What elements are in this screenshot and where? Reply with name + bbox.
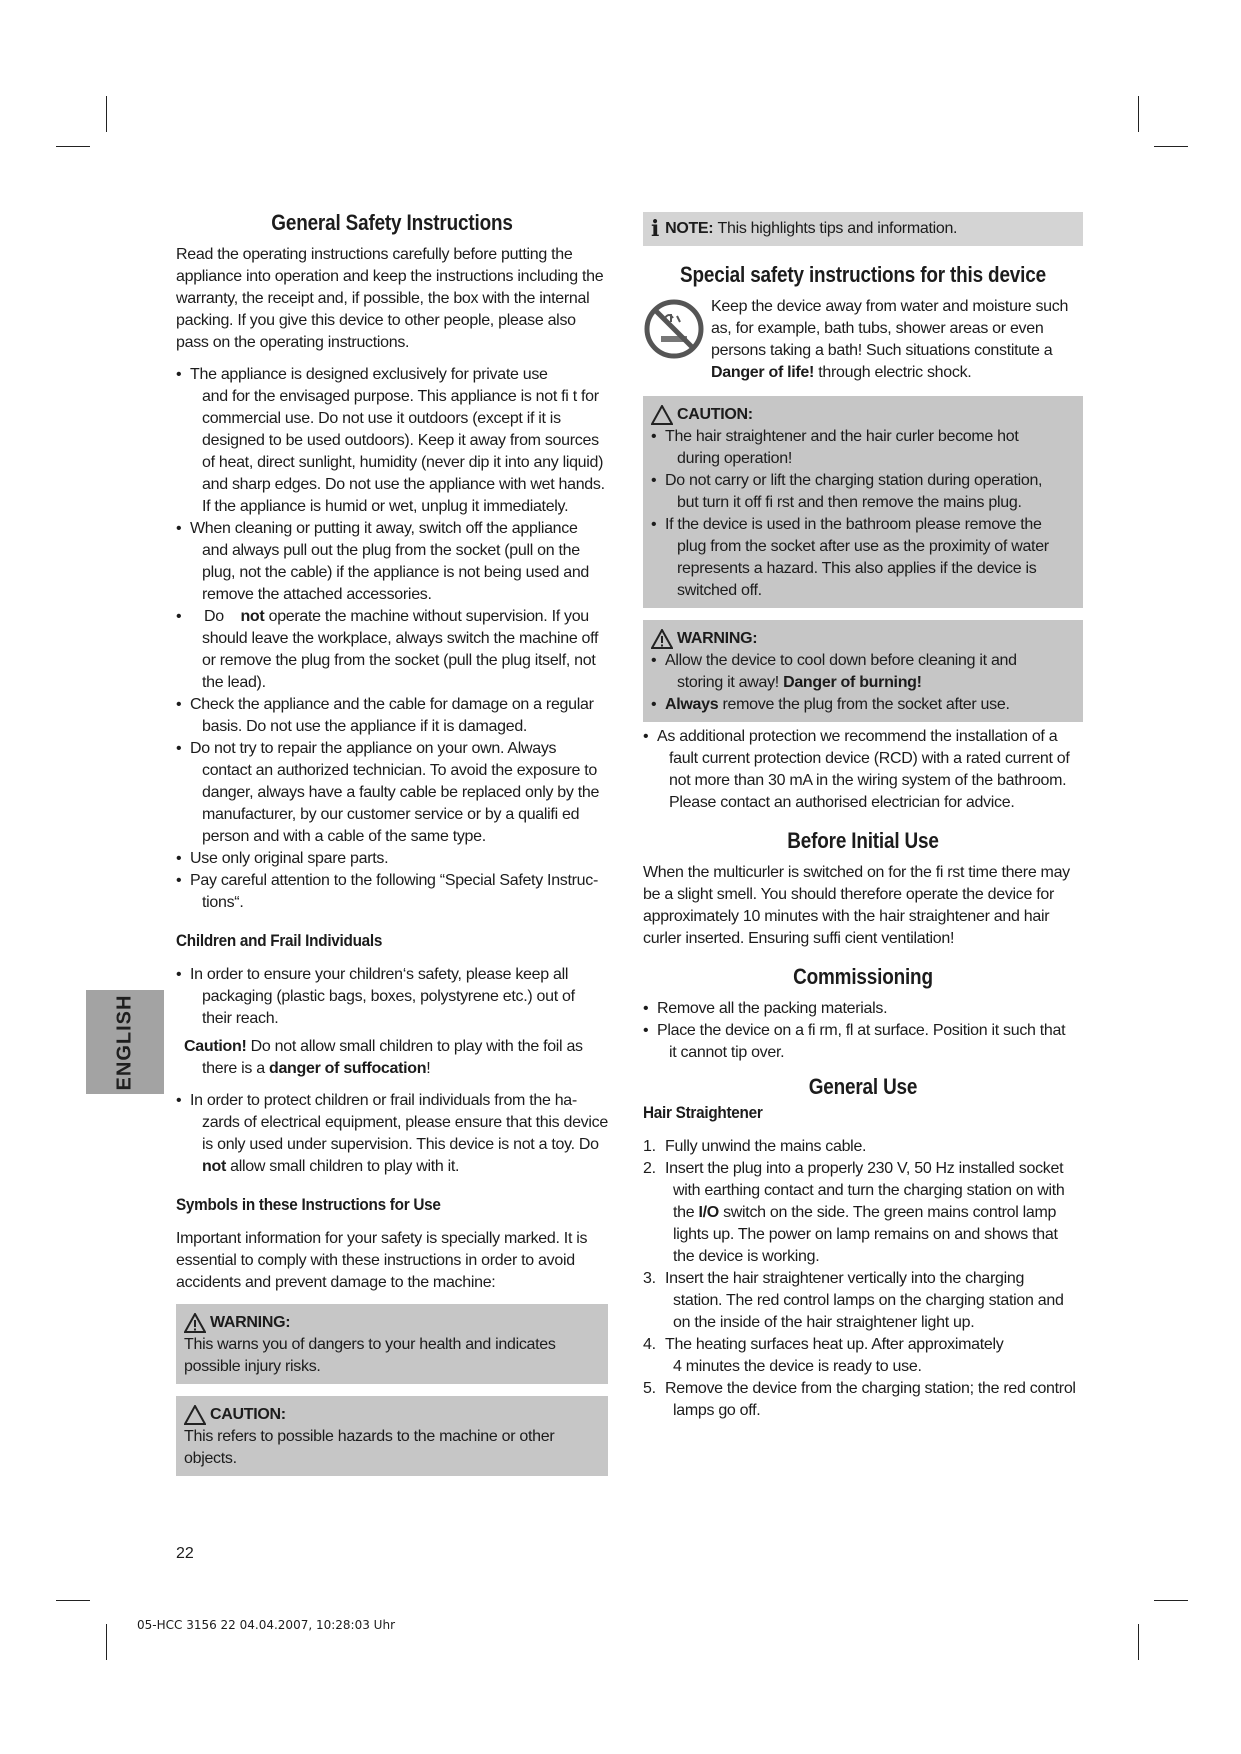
symbols-paragraph: Important information for your safety is specially marked. It is essential to comply with these instructions in order to avoid accidents and prevent damage to the machine: [176,1230,588,1291]
left-column [176,212,608,1488]
caution-title: CAUTION: [677,406,753,423]
crop-mark [106,1624,107,1660]
caution-icon [651,405,673,425]
caution-text: This refers to possible hazards to the machine or other objects. [184,1428,555,1467]
list-item: • As additional protection we recommend the installation of a fault current protection device (RCD) with a rated current of not more than 30 mA in the wiring system of the bathroom. Please contact an authorised electrician for advice. [643,726,1083,814]
list-item: • Pay careful attention to the following “Special Safety Instruc- tions“. [176,870,608,914]
water-text: Keep the device away from water and moisture such as, for example, bath tubs, shower areas or even persons taking a bath! Such situations constitute a [711,298,1069,359]
list-item: • Do not carry or lift the charging station during operation, but turn it off fi rst and then remove the mains plug. [651,470,1075,514]
info-icon: i [651,216,660,242]
list-item: 5. Remove the device from the charging station; the red control lamps go off. [643,1380,1076,1419]
language-tab-label: ENGLISH [113,994,136,1090]
warning-title: WARNING: [677,630,758,647]
list-item: • Remove all the packing materials. [643,998,1083,1020]
symbols-heading: Symbols in these Instructions for Use [176,1195,441,1214]
crop-mark [1138,96,1139,132]
crop-mark [56,1600,90,1601]
crop-mark [1154,146,1188,147]
list-item: 1. Fully unwind the mains cable. [643,1138,867,1155]
warning-box [176,1304,608,1384]
crop-mark [1154,1600,1188,1601]
commissioning-list [643,998,1083,1064]
caution-icon [184,1405,206,1425]
no-water-icon [643,298,705,360]
list-item: • When cleaning or putting it away, switch off the appliance and always pull out the plug from the socket (pull on the plug, not the cable) if the appliance is not being used and remove the attached accessories. [176,518,608,606]
section-title-general-safety: General Safety Instructions [271,210,513,235]
section-title-before-initial-use: Before Initial Use [787,828,939,853]
list-item: • Place the device on a fi rm, fl at surface. Position it such that it cannot tip over. [643,1020,1083,1064]
section-title-special-safety: Special safety instructions for this device [680,262,1046,287]
page-number: 22 [176,1545,194,1562]
children-heading: Children and Frail Individuals [176,931,383,950]
list-item: 2. Insert the plug into a properly 230 V, 50 Hz installed socket with earthing contact and turn the charging station on with the I/O switch on the side. The green mains control lamp lights up. The power on lamp remains on and shows that the device is working. [643,1160,1065,1265]
caution-note: Caution! Do not allow small children to play with the foil as there is a danger of suffocation! [184,1038,583,1077]
danger-of-life: Danger of life! [711,364,815,381]
right-column [643,212,1083,1432]
warning-list [651,650,1075,716]
list-item: • Use only original spare parts. [176,848,608,870]
list-item: • The hair straightener and the hair curler become hot during operation! [651,426,1075,470]
crop-mark [1138,1624,1139,1660]
list-item: • In order to ensure your children‘s safety, please keep all packaging (plastic bags, boxes, polystyrene etc.) out of their reach. [176,964,608,1030]
caution-box-right [643,396,1083,608]
list-item: • Do not operate the machine without supervision. If you should leave the workplace, always switch the machine off or remove the plug from the socket (pull the plug itself, not the lead). [176,606,608,694]
list-item: • Always remove the plug from the socket after use. [651,694,1075,716]
warning-text: This warns you of dangers to your health and indicates possible injury risks. [184,1336,556,1375]
section-title-general-use: General Use [808,1074,918,1099]
list-item: • In order to protect children or frail individuals from the ha- zards of electrical equipment, please ensure that this device is only used under supervision. This device is not a toy. Do not allow small children to play with it. [176,1090,608,1178]
note-text: This highlights tips and information. [717,220,958,237]
water-warning: Keep the device away from water and moisture such as, for example, bath tubs, shower areas or even persons taking a bath! Such situations constitute a Danger of life! through electric shock. [643,296,1083,384]
caution-title: CAUTION: [210,1406,286,1423]
crop-mark [56,146,90,147]
warning-icon [651,629,673,649]
before-paragraph: When the multicurler is switched on for the fi rst time there may be a slight smell. You should therefore operate the device for approximately 10 minutes with the hair straightener and hair curler inserted. Ensuring suffi cient ventilation! [643,864,1070,947]
warning-box-right [643,620,1083,722]
note-box [643,212,1083,246]
children-list-2 [176,1090,608,1178]
list-item: 4. The heating surfaces heat up. After approximately 4 minutes the device is ready to use. [643,1336,1004,1375]
caution-list [651,426,1075,602]
warning-icon [184,1313,206,1333]
usage-steps [643,1136,1083,1422]
warning-title: WARNING: [210,1314,291,1331]
print-footer: 05-HCC 3156 22 04.04.2007, 10:28:03 Uhr [137,1618,395,1632]
safety-bullet-list [176,364,608,914]
children-list [176,964,608,1030]
rcd-list [643,726,1083,814]
list-item: • Check the appliance and the cable for damage on a regular basis. Do not use the appliance if it is damaged. [176,694,608,738]
list-item: • If the device is used in the bathroom please remove the plug from the socket after use as the proximity of water represents a hazard. This also applies if the device is switched off. [651,514,1075,602]
note-label: NOTE: [665,220,714,237]
section-title-commissioning: Commissioning [793,964,933,989]
list-item: • Allow the device to cool down before cleaning it and storing it away! Danger of burning! [651,650,1075,694]
intro-paragraph: Read the operating instructions carefully before putting the appliance into operation and keep the instructions including the warranty, the receipt and, if possible, the box with the internal packing. If you give this device to other people, please also pass on the operating instructions. [176,246,604,351]
crop-mark [106,96,107,132]
caution-box [176,1396,608,1476]
hair-straightener-heading: Hair Straightener [643,1103,763,1122]
language-tab [86,990,164,1094]
list-item: • The appliance is designed exclusively for private use and for the envisaged purpose. This appliance is not fi t for commercial use. Do not use it outdoors (except if it is designed to be used outdoors). Keep it away from sources of heat, direct sunlight, humidity (never dip it into any liquid) and sharp edges. Do not use the appliance with wet hands. If the appliance is humid or wet, unplug it immediately. [176,364,608,518]
list-item: • Do not try to repair the appliance on your own. Always contact an authorized technician. To avoid the exposure to danger, always have a faulty cable be replaced only by the manufacturer, by our customer service or by a qualifi ed person and with a cable of the same type. [176,738,608,848]
list-item: 3. Insert the hair straightener vertically into the charging station. The red control lamps on the charging station and on the inside of the hair straightener light up. [643,1270,1064,1331]
